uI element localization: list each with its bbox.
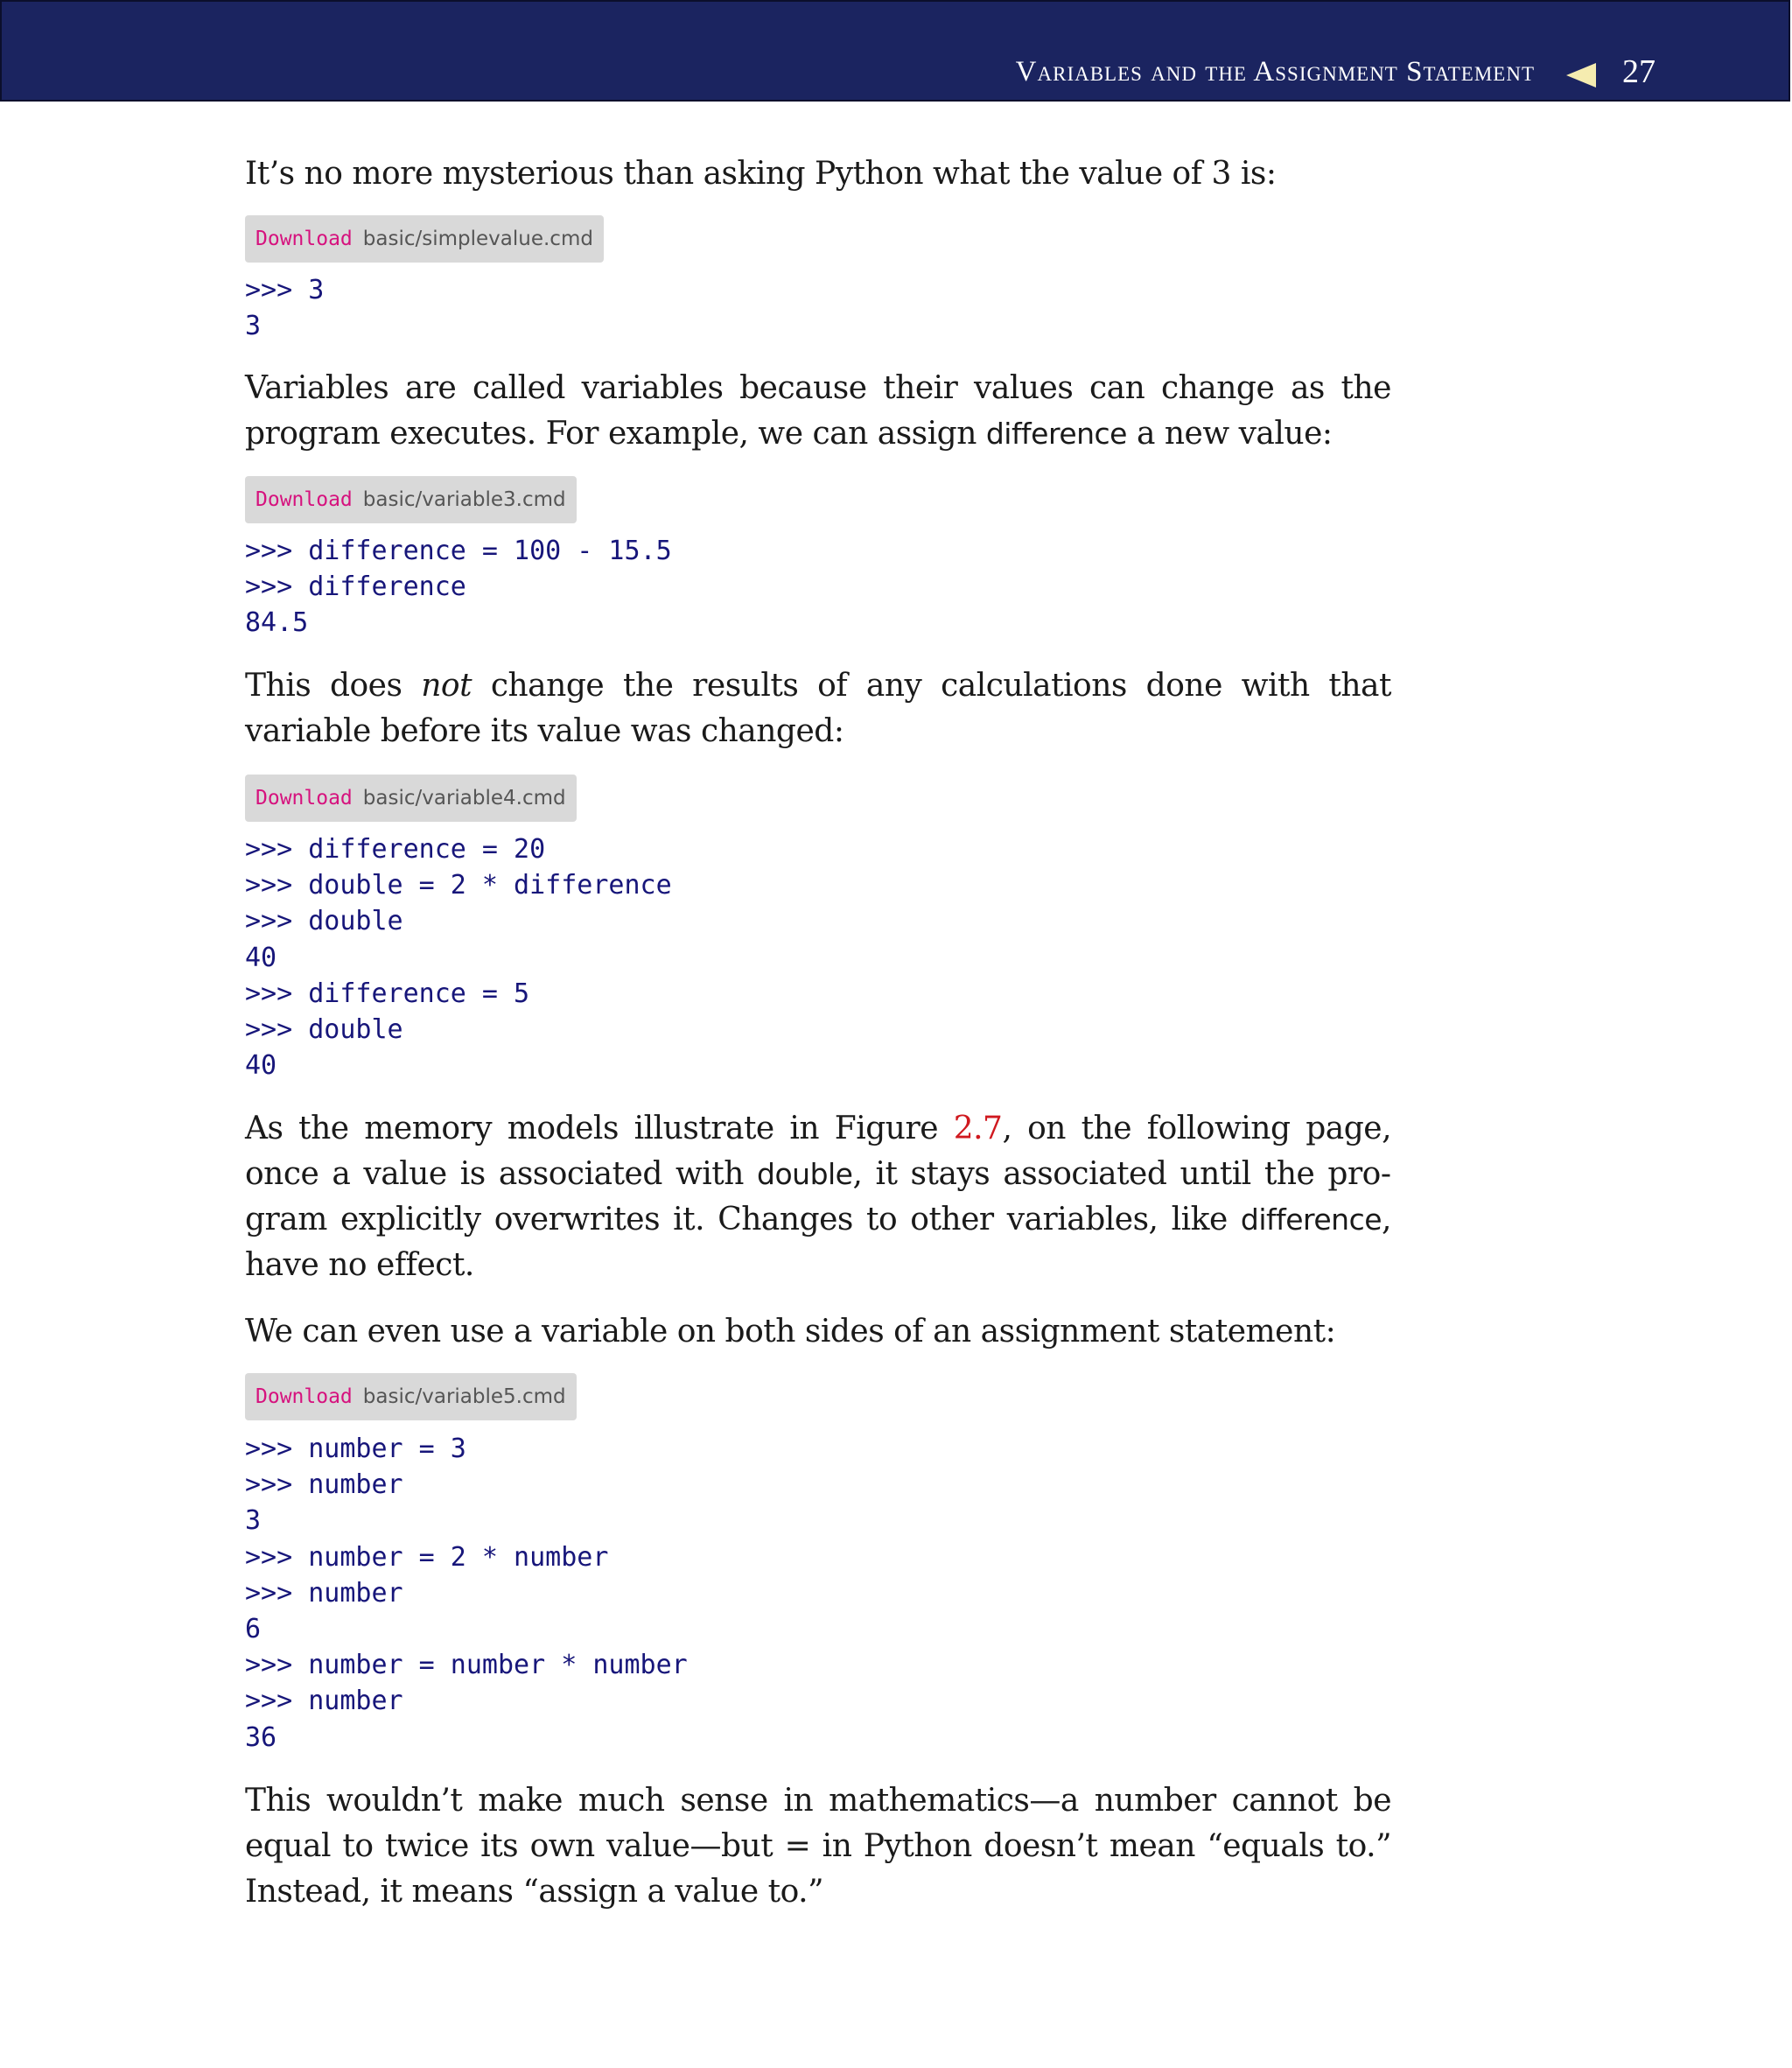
download-link[interactable]: Download — [256, 228, 353, 250]
download-link[interactable]: Download — [256, 488, 353, 511]
code-line: >>> number = 2 * number — [245, 1541, 609, 1573]
page-number: 27 — [1622, 53, 1656, 90]
inline-code-difference: difference — [985, 417, 1127, 451]
figure-reference-link[interactable]: 2.7 — [953, 1111, 1003, 1146]
code-line: >>> number = number * number — [245, 1650, 688, 1681]
code-line: >>> number — [245, 1577, 403, 1609]
code-line: >>> number — [245, 1469, 403, 1501]
download-link[interactable]: Download — [256, 787, 353, 810]
inline-code-double: double — [757, 1157, 853, 1191]
code-line: >>> difference = 20 — [245, 834, 546, 865]
paragraph-variables-change: Variables are called variables because their values can change as the program executes. For example, we can assign difference a new value: — [245, 370, 1391, 452]
code-line: 84.5 — [245, 607, 309, 639]
download-path: basic/variable4.cmd — [362, 787, 566, 810]
code-line: 3 — [245, 1505, 262, 1537]
code-line: >>> double — [245, 1013, 403, 1045]
emphasis-not: not — [421, 668, 472, 704]
code-line: >>> difference — [245, 571, 466, 603]
code-line: >>> double — [245, 906, 403, 937]
code-line: 40 — [245, 942, 277, 973]
code-line: 3 — [245, 311, 262, 342]
code-block-variable3 — [245, 533, 672, 641]
code-block-variable4 — [245, 831, 672, 1083]
code-line: >>> difference = 100 - 15.5 — [245, 536, 672, 566]
download-path: basic/variable3.cmd — [362, 488, 566, 511]
paragraph-memory-models: As the memory models illustrate in Figure 2.7, on the following page, once a value is associated with double, it stays associated until the program explicitly overwrites it. Changes to other variables, like difference, have no effect. — [245, 1111, 1392, 1283]
running-header-title: Variables and the Assignment Statement — [1015, 56, 1535, 88]
code-line: 36 — [245, 1721, 277, 1753]
code-line: >>> number = 3 — [245, 1434, 466, 1464]
paragraph-not-mathematics: This wouldn’t make much sense in mathematics—a number cannot be equal to twice its own value—but = in Python doesn’t mean “equals to.” Instead, it means “assign a value to.” — [245, 1783, 1391, 1910]
paragraph-both-sides: We can even use a variable on both sides of an assignment statement: — [245, 1314, 1336, 1349]
code-line: >>> 3 — [245, 275, 325, 305]
download-link[interactable]: Download — [256, 1385, 353, 1408]
download-bar-variable4[interactable] — [245, 775, 577, 822]
code-block-variable5 — [245, 1431, 688, 1756]
download-path: basic/variable5.cmd — [362, 1385, 566, 1408]
code-line: >>> difference = 5 — [245, 978, 530, 1009]
download-bar-simplevalue[interactable] — [245, 215, 604, 263]
inline-code-difference: difference — [1240, 1202, 1382, 1237]
download-bar-variable3[interactable] — [245, 476, 577, 523]
code-block-simplevalue — [245, 272, 324, 344]
download-bar-variable5[interactable] — [245, 1373, 577, 1420]
paragraph-intro: It’s no more mysterious than asking Python what the value of 3 is: — [245, 156, 1277, 192]
download-path: basic/simplevalue.cmd — [362, 228, 593, 250]
paragraph-does-not-change: This does not change the results of any calculations done with that variable before its value was changed: — [245, 668, 1391, 749]
code-line: >>> number — [245, 1686, 403, 1717]
running-header — [0, 0, 1790, 102]
code-line: 40 — [245, 1050, 277, 1082]
code-line: 6 — [245, 1613, 262, 1644]
code-line: >>> double = 2 * difference — [245, 870, 672, 901]
previous-page-arrow-icon[interactable] — [1566, 63, 1596, 88]
